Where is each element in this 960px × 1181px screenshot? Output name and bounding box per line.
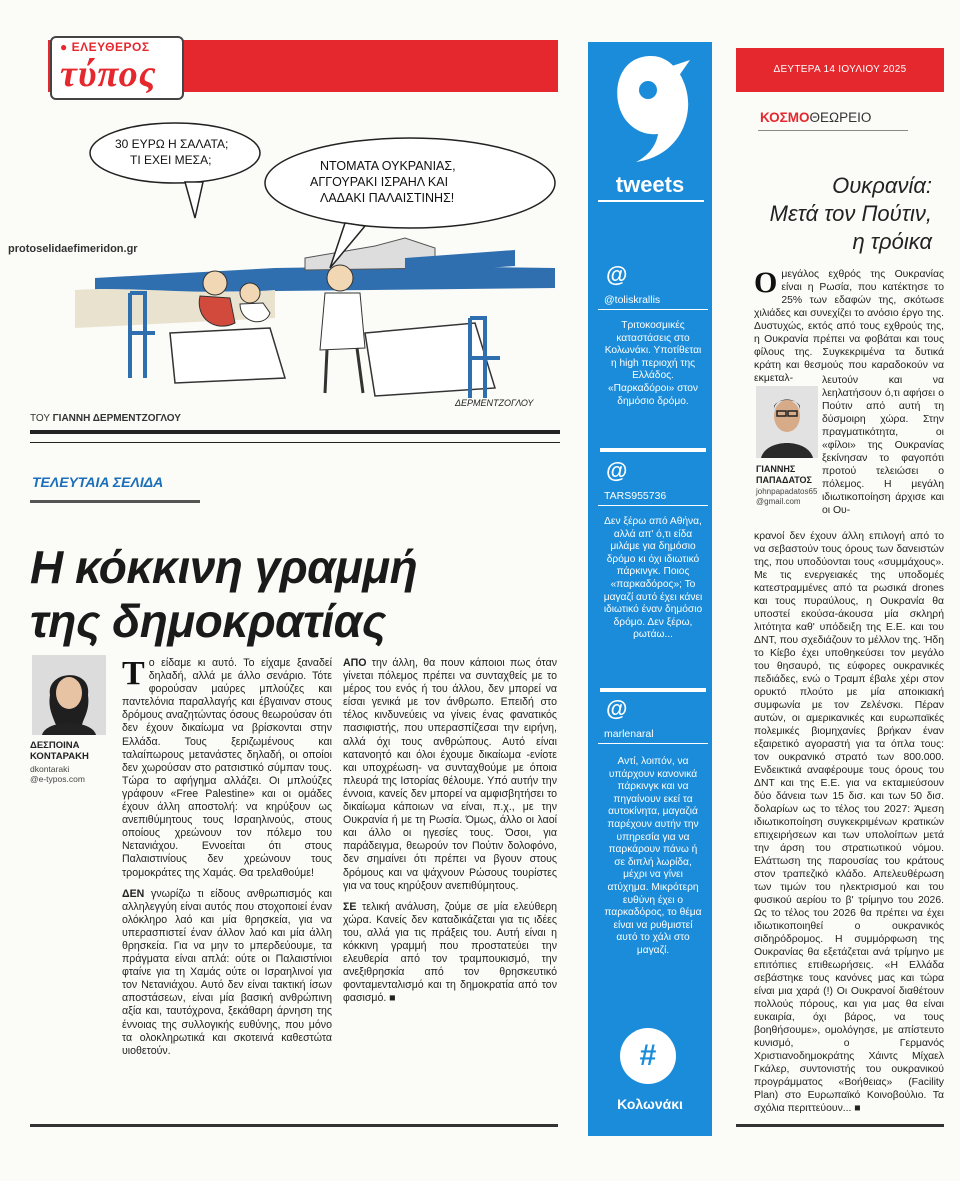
tweets-label: tweets xyxy=(615,172,685,197)
divider xyxy=(598,505,708,506)
tweet-handle: marlenaral xyxy=(604,728,654,740)
left-table xyxy=(170,328,285,383)
paragraph-1: Το είδαμε κι αυτό. Το είχαμε ξαναδεί δηλαδή, αλλά με άλλο σενάριο. Τότε φορούσαν μαύρες μπλούζες και παντελόνια παραλλαγής και έβγαιναν στους δρόμους αναζητώντας όσους θεωρούσαν ότι δεν έχουν δικαίωμα να βρίσκονται στην Ελλάδα. Τους ξεριζωμένους και ταλαίπωρους μετανάστες δηλαδή, οι οποίοι δεν χωρούσαν στο ρατσιστικό σύμπαν τους. Τώρα το αφήγημα αλλάζει. Οι μπλούζες γράφουν «Free Palestine» και οι ομάδες έχουν άλλη αποστολή: να κηρύξουν ως ανεπιθύμητους τους Ισραηλινούς, στους οποίους χρεώνουν τον πόλεμο του Νετανιάχου. Εννοείται ότι στους Παλαιστινίους δεν χρεώνουν τους τρομοκράτες της Χαμάς. Θα τρελαθούμε! xyxy=(122,655,332,879)
issue-date: ΔΕΥΤΕΡΑ 14 ΙΟΥΛΙΟΥ 2025 xyxy=(773,64,907,75)
divider xyxy=(30,1124,558,1127)
tweet-separator xyxy=(600,448,706,452)
customer-body xyxy=(199,296,235,326)
column-section-label: ΚΟΣΜΟΘΕΩΡΕΙΟ xyxy=(760,110,872,125)
watermark: protoselidaefimeridon.gr xyxy=(8,243,138,255)
author-name: ΔΕΣΠΟΙΝΑ ΚΟΝΤΑΡΑΚΗ xyxy=(30,740,89,762)
divider xyxy=(736,1124,944,1127)
section-label: ΤΕΛΕΥΤΑΙΑ ΣΕΛΙΔΑ xyxy=(32,474,164,490)
right-bubble-line-3: ΛΑΔΑΚΙ ΠΑΛΑΙΣΤΙΝΗΣ! xyxy=(320,191,455,205)
divider xyxy=(598,309,708,310)
logo-brand-top: ● ΕΛΕΥΘΕΡΟΣ xyxy=(60,40,150,54)
divider xyxy=(598,200,704,202)
tweet-text: Αντί, λοιπόν, να υπάρχουν κανονικά πάρκινγκ και να πηγαίνουν εκεί τα αυτοκίνητα, μαγαζιά παρέχουν αυτήν την υπηρεσία για να παρκάρουν πάνω ή σε διπλή λωρίδα, μέχρι να γίνει ατύχημα. Μικρότερη ευθύνη έχει ο παρκαδόρος, το θέμα είναι να ρυθμιστεί αυτό το χάλι στο μαγαζί. xyxy=(604,756,702,956)
left-bubble-line-1: 30 ΕΥΡΩ Η ΣΑΛΑΤΑ; xyxy=(115,137,229,151)
author-name: ΓΙΑΝΝΗΣ ΠΑΠΑΔΑΤΟΣ xyxy=(756,464,812,485)
cartoon-credit xyxy=(30,413,181,424)
tweet-text: Δεν ξέρω από Αθήνα, αλλά απ' ό,τι είδα μιλάμε για δημόσιο δρόμο κι όχι ιδιωτικό πάρκινγκ. Ποιος «παρκαδόρος»; Το μαγαζί αυτό έχει κάνει ιδιωτικό έναν δημόσιο δρόμο. Δεν ξέρω, ρωτάω... xyxy=(603,516,703,641)
cartoon-credit-prefix: ΤΟΥ xyxy=(30,413,50,424)
tweet-handle: @toliskrallis xyxy=(604,294,661,306)
divider xyxy=(30,430,560,443)
left-bubble-line-2: ΤΙ ΕΧΕΙ ΜΕΣΑ; xyxy=(130,153,212,167)
column-intro: Ο μεγάλος εχθρός της Ουκρανίας είναι η Ρωσία, που κατέκτησε το 25% των εδαφών της, σκότωσε χιλιάδες και συνεχίζει το ανόσιο έργο της. Δυστυχώς, εκτός από τους εχθρούς της, η Ουκρανία πρέπει να φοβάται και τους φίλους της. Συγκεκριμένα τα δυτικά κράτη και θεσμούς που καραδοκούν να εκμεταλ- xyxy=(754,266,944,384)
cartoon-signature: ΔΕΡΜΕΝΤΖΟΓΛΟΥ xyxy=(455,398,534,408)
waiter-legs xyxy=(325,348,363,393)
customer2-head xyxy=(240,283,260,303)
author-email: johnpapadatos65 @gmail.com xyxy=(756,487,818,506)
waiter-head xyxy=(327,265,353,291)
author-photo xyxy=(32,655,106,735)
column-narrow-text: λευτούν και να λεηλατήσουν ό,τι αφήσει ο Πούτιν από αυτή τη δύσμοιρη χώρα. Στην πραγματικότητα, οι «φίλοι» της Ουκρανίας ξεκίνησαν το φαγοπότι προτού τελειώσει ο πόλεμος. Η μεγάλη ιδιωτικοποίηση άρχισε και οι Ου- xyxy=(822,375,944,516)
cartoon-credit-name: ΓΙΑΝΝΗ ΔΕΡΜΕΝΤΖΟΓΛΟΥ xyxy=(52,413,181,424)
article-column-2 xyxy=(343,657,557,1013)
hashtag-label: Κολωνάκι xyxy=(617,1096,683,1112)
at-icon: @ xyxy=(606,262,628,287)
customer-head xyxy=(203,271,227,295)
author-email: dkontaraki @e-typos.com xyxy=(30,764,85,784)
article-column-1 xyxy=(122,657,332,1066)
column-title: Ουκρανία: Μετά τον Πούτιν, η τρόικα xyxy=(769,173,932,254)
column-main-text: κρανοί δεν έχουν άλλη επιλογή από το να σεβαστούν τους όρους των δανειστών της, που υποδύονται τους «συμμάχους». Με τις ενεργειακές της υποδομές κατεστραμμένες από τα ρωσικά drones και τους πυραύλους, η Ουκρανία θα υποστεί εκούσα-άκουσα μία σκληρή λιτότητα καθ' υπόδειξη της Ε.Ε. και του ΔΝΤ, που σχεδιάζουν το μέλλον της. Ήδη το Κίεβο έχει υποθηκεύσει τον μεγάλο του θησαυρό, τις εύφορες ουκρανικές πεδιάδες, ενώ ο Τραμπ έβαλε χέρι στον ορυκτό πλούτο με μία αποικιακή συμφωνία με τον Ζελένσκι. Πέραν αυτών, οι αμερικανικές και ευρωπαϊκές πολεμικές βιομηχανίες βρήκαν έναν εξαιρετικό αγοραστή για τα όπλα τους: τον ουκρανικό στρατό των 800.000. Ενδεικτικά αναφέρουμε τους όρους του ΔΝΤ και της Ε.Ε. για να εκταμιεύσουν δύο δάνεια των 15 δισ. και των 50 δισ. δολαρίων ως το τέλος του 2027: Άμεση ιδιωτικοποίηση συγκεκριμένων κρατικών επιχειρήσεων και των υπολοίπων μετά την άρση του στρατιωτικού νόμου. Ελάττωση της παρουσίας του κράτους στον τραπεζικό κλάδο. Απελευθέρωση των τιμών του ηλεκτρισμού και του φυσικού αερίου το β' τρίμηνο του 2026. Ως το τέλος του 2026 θα πρέπει να έχει ιδιωτικοποιηθεί ο ουκρανικός σιδηρόδρομος. Η συμμόρφωση της Ουκρανίας θα εξετάζεται ανά τρίμηνο με επιτόπιες επιθεωρήσεις. «Η Ελλάδα σεβάστηκε τους κανόνες μας και τώρα είναι μια χαρά (!) Οι Ουκρανοί διαθέτουν πολλούς πόρους, και για μας θα είναι ευκαιρία, όχι βάρος, να τους βοηθήσουμε», ομολόγησε, με απίστευτο κυνισμό, ο Γερμανός Χριστιανοδημοκράτης Χάιντς Μίχαελ Γκάλερ, συντονιστής του ουκρανικού προγράμματος «Βοήθειας» (Facility Plan) στο Ευρωπαϊκό Κοινοβούλιο. Τα σχόλια περιττεύουν... ■ xyxy=(754,531,944,1114)
divider xyxy=(30,500,200,503)
paragraph-3: ΑΠΟ την άλλη, θα πουν κάποιοι πως όταν γίνεται πόλεμος πρέπει να συνταχθείς με το μέρος του ενός ή του άλλου, δεν μπορεί να είσαι γενικά με τον άνθρωπο. Επειδή στο τέλος κινδυνεύεις να γίνεις ένας φανατικός πασιφιστής, που υπερασπίζεσαι την ειρήνη, αλλά όχι τους ανθρώπους. Αυτό είναι κατανοητό και όλοι έχουμε δικαίωμα -ενίοτε και υποχρέωση- να συνταχθούμε με όποια πλευρά της Ιστορίας θέλουμε. Υπό αυτήν την έννοια, κανείς δεν μπορεί να αμφισβητήσει το δικαίωμα κάποιων να είναι, π.χ., με την Ουκρανία ή με τη Ρωσία. Όμως, άλλο οι λαοί και άλλο οι ηγεσίες τους. Όσοι, για παράδειγμα, θεωρούν τον Πούτιν δολοφόνο, δεν σημαίνει ότι πρέπει να βγουν στους δρόμους και να ψάχνουν Ρώσους τουρίστες για να τους κηρύξουν ανεπιθύμητους. xyxy=(343,657,557,892)
logo-brand-main: τύπος xyxy=(60,53,157,95)
tweet-separator xyxy=(600,688,706,692)
at-icon: @ xyxy=(606,696,628,721)
hashtag-symbol: # xyxy=(639,1039,657,1072)
headline-line-2: της δημοκρατίας xyxy=(30,595,386,647)
headline-line-1: Η κόκκινη γραμμή xyxy=(30,541,418,593)
right-bubble-line-2: ΑΓΓΟΥΡΑΚΙ ΙΣΡΑΗΛ ΚΑΙ xyxy=(310,175,449,189)
paragraph-4: ΣΕ τελική ανάλυση, ζούμε σε μία ελεύθερη χώρα. Κανείς δεν καταδικάζεται για τις ιδέες του, αλλά για τις πράξεις του. Αυτή είναι η κόκκινη γραμμή που προστατεύει την ελευθερία από τον τραμπουκισμό, την ανεξιθρησκία από τον θρησκευτικό φονταμενταλισμό και τη δημοκρατία από τον φασισμό. ■ xyxy=(343,900,557,1005)
tweet-text: Τριτοκοσμικές καταστάσεις στο Κολωνάκι. Υποτίθεται η high περιοχή της Ελλάδος. «Παρκαδόροι» στον δημόσιο δρόμο. xyxy=(604,320,702,407)
author-photo xyxy=(756,386,818,458)
at-icon: @ xyxy=(606,458,628,483)
twitter-bird-icon xyxy=(606,50,696,170)
waiter-body xyxy=(320,293,365,350)
left-bubble-tail xyxy=(185,182,203,218)
article-headline xyxy=(30,540,560,648)
paragraph-2: ΔΕΝ γνωρίζω τι είδους ανθρωπισμός και αλληλεγγύη είναι αυτός που στοχοποιεί έναν ολόκληρο λαό και μία θρησκεία, για να υπερασπιστεί έναν άλλον λαό και μία άλλη θρησκεία. Για να μην το μπερδεύουμε, τα πράγματα είναι απλά: ούτε οι Παλαιστίνιοι φταίνε για τη Χαμάς ούτε οι Ισραηλινοί για τον Νετανιάχου. Αυτό δεν είναι τακτική ίσων αποστάσεων, είναι μία βασική ανθρώπινη αξία και, ταυτόχρονα, ξεκάθαρη άρνηση της έννοιας της συλλογικής ευθύνης, που μόνο τα ολοκληρωτικά και σκοτεινά καθεστώτα υιοθετούν. xyxy=(122,887,332,1057)
dropcap: Ο xyxy=(754,266,778,299)
dropcap: Τ xyxy=(122,655,145,692)
right-bubble-line-1: ΝΤΟΜΑΤΑ ΟΥΚΡΑΝΙΑΣ, xyxy=(320,159,456,173)
divider xyxy=(758,130,908,131)
cartoon-illustration xyxy=(75,118,557,408)
divider xyxy=(598,743,708,744)
tweet-handle: TARS955736 xyxy=(604,490,667,502)
